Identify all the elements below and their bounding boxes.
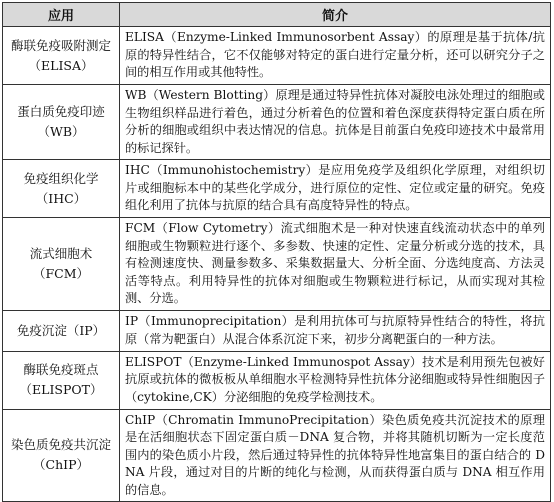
row-application: 酶联免疫斑点（ELISPOT） [3,351,120,409]
row-application: 免疫沉淀（IP） [3,310,120,351]
row-application: 免疫组织化学（IHC） [3,160,120,218]
table-row [3,218,551,311]
table-row [3,160,551,218]
row-description: IHC（Immunohistochemistry）是应用免疫学及组织化学原理，对组织切片或细胞标本中的某些化学成分，进行原位的定性、定位或定量的研究。免疫组化利用了抗体与抗原的结合具有高度特异性的特点。 [120,160,551,218]
table-row [3,27,551,85]
table-row [3,310,551,351]
row-application: 酶联免疫吸附测定（ELISA） [3,27,120,85]
table-row [3,85,551,160]
row-description: FCM（Flow Cytometry）流式细胞术是一种对快速直线流动状态中的单列细胞或生物颗粒进行逐个、多参数、快速的定性、定量分析或分选的技术，具有检测速度快、测量参数多、采集数据量大、分析全面、分选纯度高、方法灵活等特点。利用特异性的抗体对细胞或生物颗粒进行标记，从而实现对其检测、分选。 [120,218,551,311]
table-row [3,351,551,409]
table-header-row [3,3,551,27]
row-description: ELISA（Enzyme-Linked Immunosorbent Assay）的原理是基于抗体/抗原的特异性结合，它不仅能够对特定的蛋白进行定量分析，还可以研究分子之间的相互作用或其他特性。 [120,27,551,85]
header-application: 应用 [3,3,120,27]
row-description: ELISPOT（Enzyme-Linked Immunospot Assay）技术是利用预先包被好抗原或抗体的微板板从单细胞水平检测特异性抗体分泌细胞或特异性细胞因子（cytokine,CK）分泌细胞的免疫学检测技术。 [120,351,551,409]
antibody-applications-table [2,2,551,502]
row-application: 蛋白质免疫印迹（WB） [3,85,120,160]
row-description: WB（Western Blotting）原理是通过特异性抗体对凝胶电泳处理过的细胞或生物组织样品进行着色，通过分析着色的位置和着色深度获得特定蛋白质在所分析的细胞或组织中表达情况的信息。抗体是目前蛋白免疫印迹技术中最常用的标记探针。 [120,85,551,160]
header-description: 简介 [120,3,551,27]
row-application: 染色质免疫共沉淀（ChIP） [3,409,120,502]
table-row [3,409,551,502]
row-application: 流式细胞术（FCM） [3,218,120,311]
row-description: IP（Immunoprecipitation）是利用抗体可与抗原特异性结合的特性，将抗原（常为靶蛋白）从混合体系沉淀下来，初步分离靶蛋白的一种方法。 [120,310,551,351]
row-description: ChIP（Chromatin ImmunoPrecipitation）染色质免疫共沉淀技术的原理是在活细胞状态下固定蛋白质－DNA 复合物，并将其随机切断为一定长度范围内的染色质小片段，然后通过特异性的抗体特异性地富集目的蛋白结合的 DNA 片段，通过对目的片断的纯化与检测，从而获得蛋白质与 DNA 相互作用的信息。 [120,409,551,502]
